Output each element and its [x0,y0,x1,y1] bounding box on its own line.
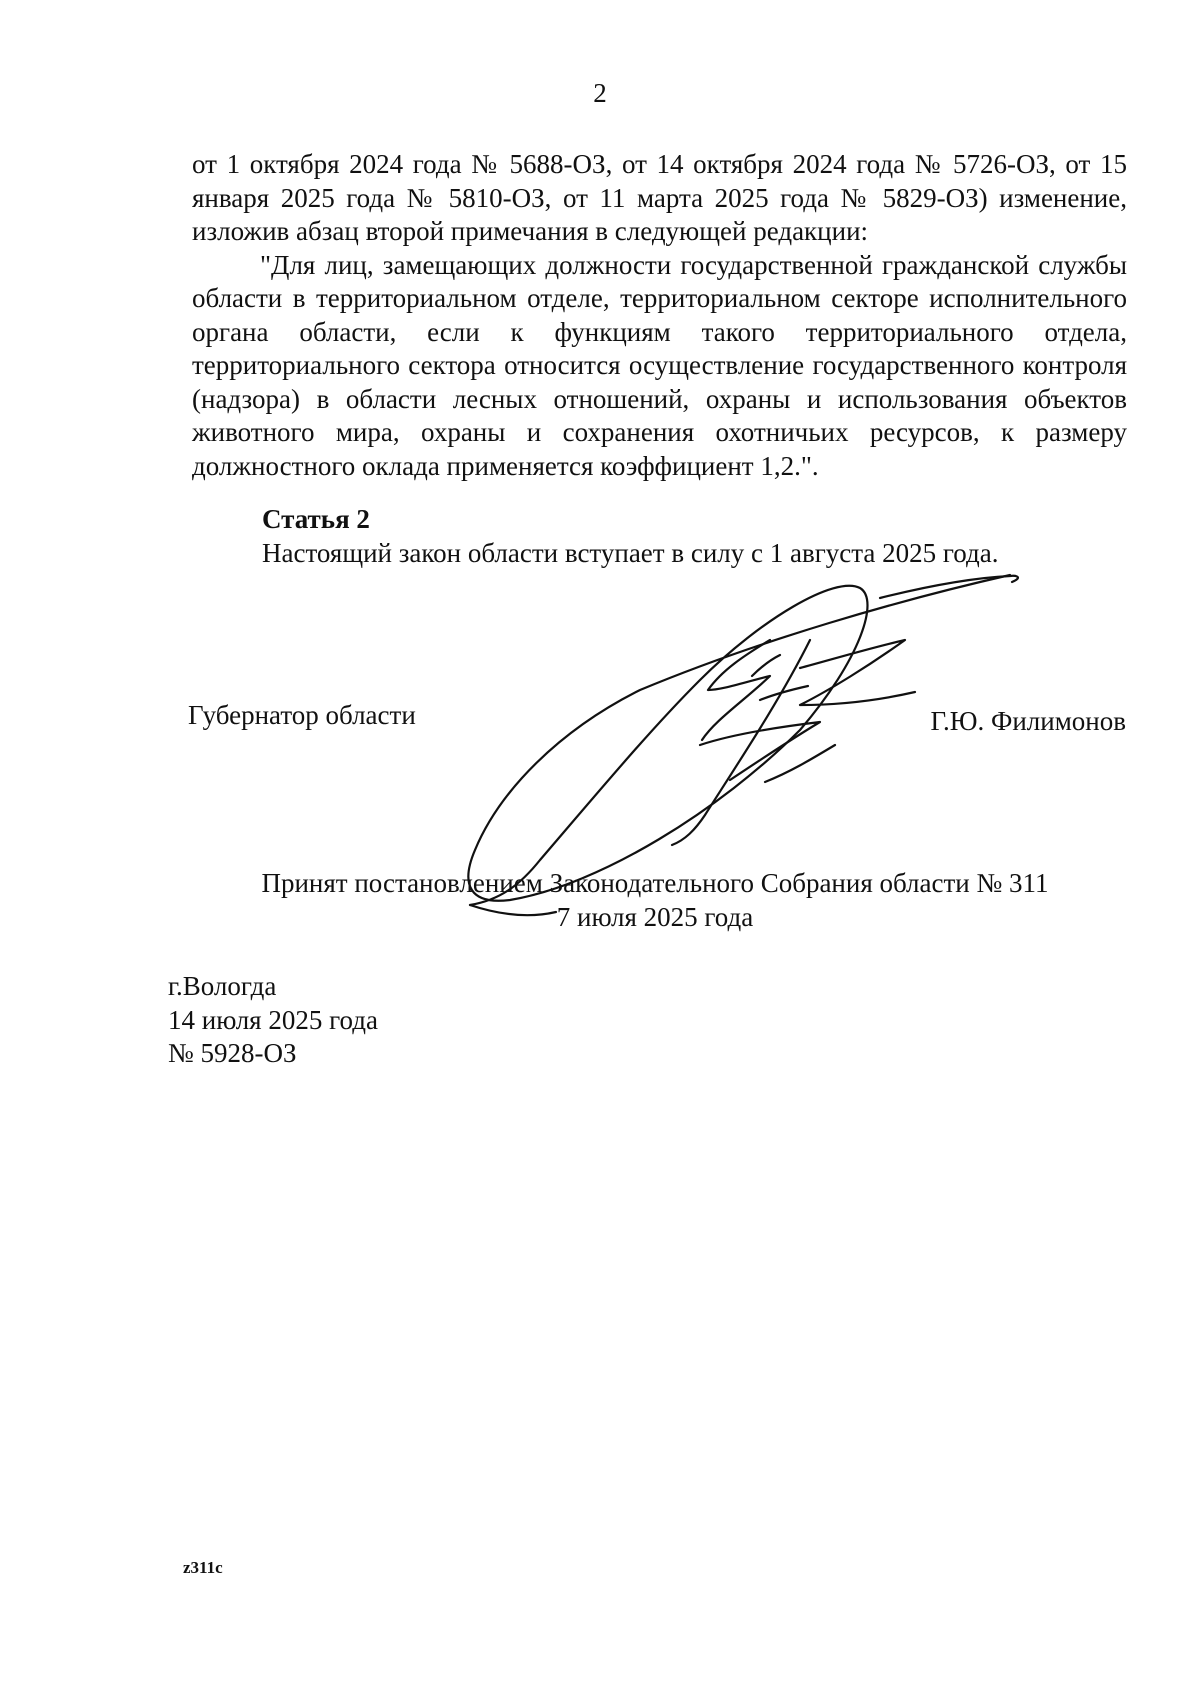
page-number: 2 [593,78,607,108]
signatory-title: Губернатор области [188,700,416,730]
adoption-note [0,867,1200,934]
amendment-paragraph: от 1 октября 2024 года № 5688-ОЗ, от 14 октября 2024 года № 5726-ОЗ, от 15 января 2025 года № 5810-ОЗ, от 11 марта 2025 года № 5829-ОЗ) изменение, изложив абзац второй примечания в следующей редакции: [192,149,1127,246]
law-number: № 5928-ОЗ [168,1038,297,1068]
signing-date: 14 июля 2025 года [168,1004,378,1035]
body-text [192,148,1127,483]
article-block [262,503,998,570]
city: г.Вологда [168,971,277,1001]
note-paragraph: "Для лиц, замещающих должности государственной гражданской службы области в территориальном отделе, территориальном секторе исполнительного органа области, если к функциям такого территориального отдела, территориального сектора относится осуществление государственного контроля (надзора) в области лесных отношений, охраны и использования объектов животного мира, охраны и сохранения охотничьих ресурсов, к размеру должностного оклада применяется коэффициент 1,2.". [192,249,1127,481]
place-date-block [168,970,378,1071]
article-title: Статья 2 [262,504,370,534]
adoption-date: 7 июля 2025 года [556,901,754,932]
adoption-line: Принят постановлением Законодательного Собрания области № 311 [261,868,1049,898]
signatory-name: Г.Ю. Филимонов [930,706,1126,736]
footer-code: z311c [183,1558,223,1577]
article-text: Настоящий закон области вступает в силу с 1 августа 2025 года. [262,537,999,568]
